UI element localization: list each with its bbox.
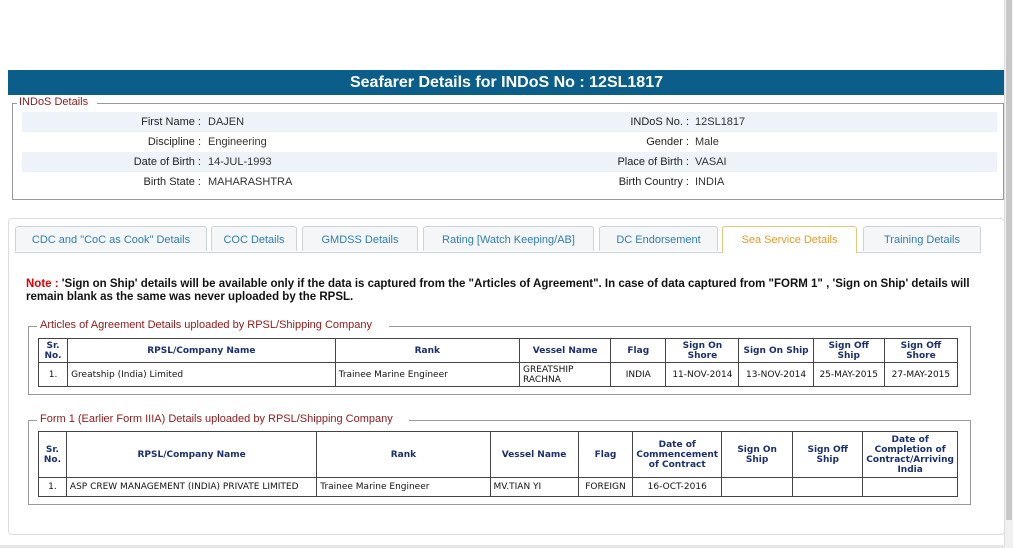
cell-sr-no: 1. (39, 363, 68, 387)
articles-legend: Articles of Agreement Details uploaded by RPSL/Shipping Company (40, 319, 373, 331)
info-row (22, 112, 997, 132)
indos-no-value: 12SL1817 (695, 116, 746, 128)
place-of-birth-label: Place of Birth : (617, 156, 689, 168)
tab-rating-details[interactable]: Rating [Watch Keeping/AB] (423, 226, 594, 251)
vertical-scrollbar[interactable] (1004, 0, 1013, 548)
col-sign-off-shore: Sign Off Shore (884, 339, 957, 363)
scrollbar-thumb[interactable] (1006, 0, 1012, 520)
form1-table (38, 431, 958, 497)
table-row (39, 363, 958, 387)
col-company: RPSL/Company Name (68, 339, 336, 363)
info-row (22, 172, 997, 192)
table-row (39, 478, 958, 497)
indos-no-label: INDoS No. : (630, 116, 689, 128)
articles-table (38, 338, 958, 387)
note-label: Note : (26, 278, 59, 290)
tab-dc-endorsement[interactable]: DC Endorsement (599, 226, 718, 251)
birth-state-label: Birth State : (143, 176, 201, 188)
col-vessel: Vessel Name (520, 339, 611, 363)
col-sr-no: Sr. No. (39, 339, 68, 363)
col-company: RPSL/Company Name (66, 432, 316, 478)
cell-date-commencement: 16-OCT-2016 (633, 478, 722, 497)
col-sign-off-ship: Sign Off Ship (793, 432, 863, 478)
tab-gmdss-details[interactable]: GMDSS Details (302, 226, 418, 251)
first-name-value: DAJEN (208, 116, 245, 128)
cell-sr-no: 1. (39, 478, 67, 497)
col-rank: Rank (335, 339, 519, 363)
cell-sign-on-ship (722, 478, 793, 497)
cell-rank: Trainee Marine Engineer (317, 478, 490, 497)
tab-sea-service-details[interactable]: Sea Service Details (722, 226, 857, 253)
indos-details-legend: INDoS Details (19, 96, 89, 108)
dob-label: Date of Birth : (133, 156, 201, 168)
sign-on-ship-note (26, 278, 981, 304)
birth-state-value: MAHARASHTRA (208, 176, 293, 188)
col-sign-on-shore: Sign On Shore (666, 339, 739, 363)
birth-country-label: Birth Country : (618, 176, 689, 188)
gender-value: Male (695, 136, 719, 148)
form1-legend: Form 1 (Earlier Form IIIA) Details uploaded by RPSL/Shipping Company (40, 413, 393, 425)
tab-training-details[interactable]: Training Details (863, 226, 981, 251)
discipline-value: Engineering (208, 136, 267, 148)
tab-cdc-details[interactable]: CDC and "CoC as Cook" Details (15, 226, 207, 251)
cell-sign-off-ship (793, 478, 863, 497)
col-flag: Flag (578, 432, 633, 478)
col-date-commencement: Date of Commencement of Contract (633, 432, 722, 478)
cell-company: Greatship (India) Limited (68, 363, 336, 387)
cell-sign-on-shore: 11-NOV-2014 (666, 363, 739, 387)
col-date-completion: Date of Completion of Contract/Arriving India (863, 432, 958, 478)
cell-flag: FOREIGN (578, 478, 633, 497)
page-title: Seafarer Details for INDoS No : 12SL1817 (8, 70, 1005, 95)
cell-rank: Trainee Marine Engineer (335, 363, 519, 387)
col-rank: Rank (317, 432, 490, 478)
cell-sign-off-ship: 25-MAY-2015 (813, 363, 884, 387)
tab-coc-details[interactable]: COC Details (211, 226, 297, 251)
col-vessel: Vessel Name (490, 432, 578, 478)
col-sign-on-ship: Sign On Ship (722, 432, 793, 478)
cell-company: ASP CREW MANAGEMENT (INDIA) PRIVATE LIMITED (66, 478, 316, 497)
place-of-birth-value: VASAI (695, 156, 727, 168)
info-row (22, 132, 997, 152)
col-sr-no: Sr. No. (39, 432, 67, 478)
indos-info-grid (22, 112, 997, 192)
cell-sign-on-ship: 13-NOV-2014 (739, 363, 813, 387)
cell-vessel: GREATSHIP RACHNA (520, 363, 611, 387)
cell-vessel: MV.TIAN YI (490, 478, 578, 497)
cell-date-completion (863, 478, 958, 497)
note-text: 'Sign on Ship' details will be available only if the data is captured from the "Articles of Agreement". In case of data captured from "FORM 1" , 'Sign on Ship' details will remain blank as the same was never uploaded by the RPSL. (26, 278, 970, 303)
info-row (22, 152, 997, 172)
dob-value: 14-JUL-1993 (208, 156, 272, 168)
table-header-row (39, 432, 958, 478)
gender-label: Gender : (646, 136, 689, 148)
discipline-label: Discipline : (147, 136, 201, 148)
table-header-row (39, 339, 958, 363)
col-sign-on-ship: Sign On Ship (739, 339, 813, 363)
cell-flag: INDIA (611, 363, 666, 387)
col-flag: Flag (611, 339, 666, 363)
col-sign-off-ship: Sign Off Ship (813, 339, 884, 363)
cell-sign-off-shore: 27-MAY-2015 (884, 363, 957, 387)
birth-country-value: INDIA (695, 176, 725, 188)
first-name-label: First Name : (141, 116, 201, 128)
